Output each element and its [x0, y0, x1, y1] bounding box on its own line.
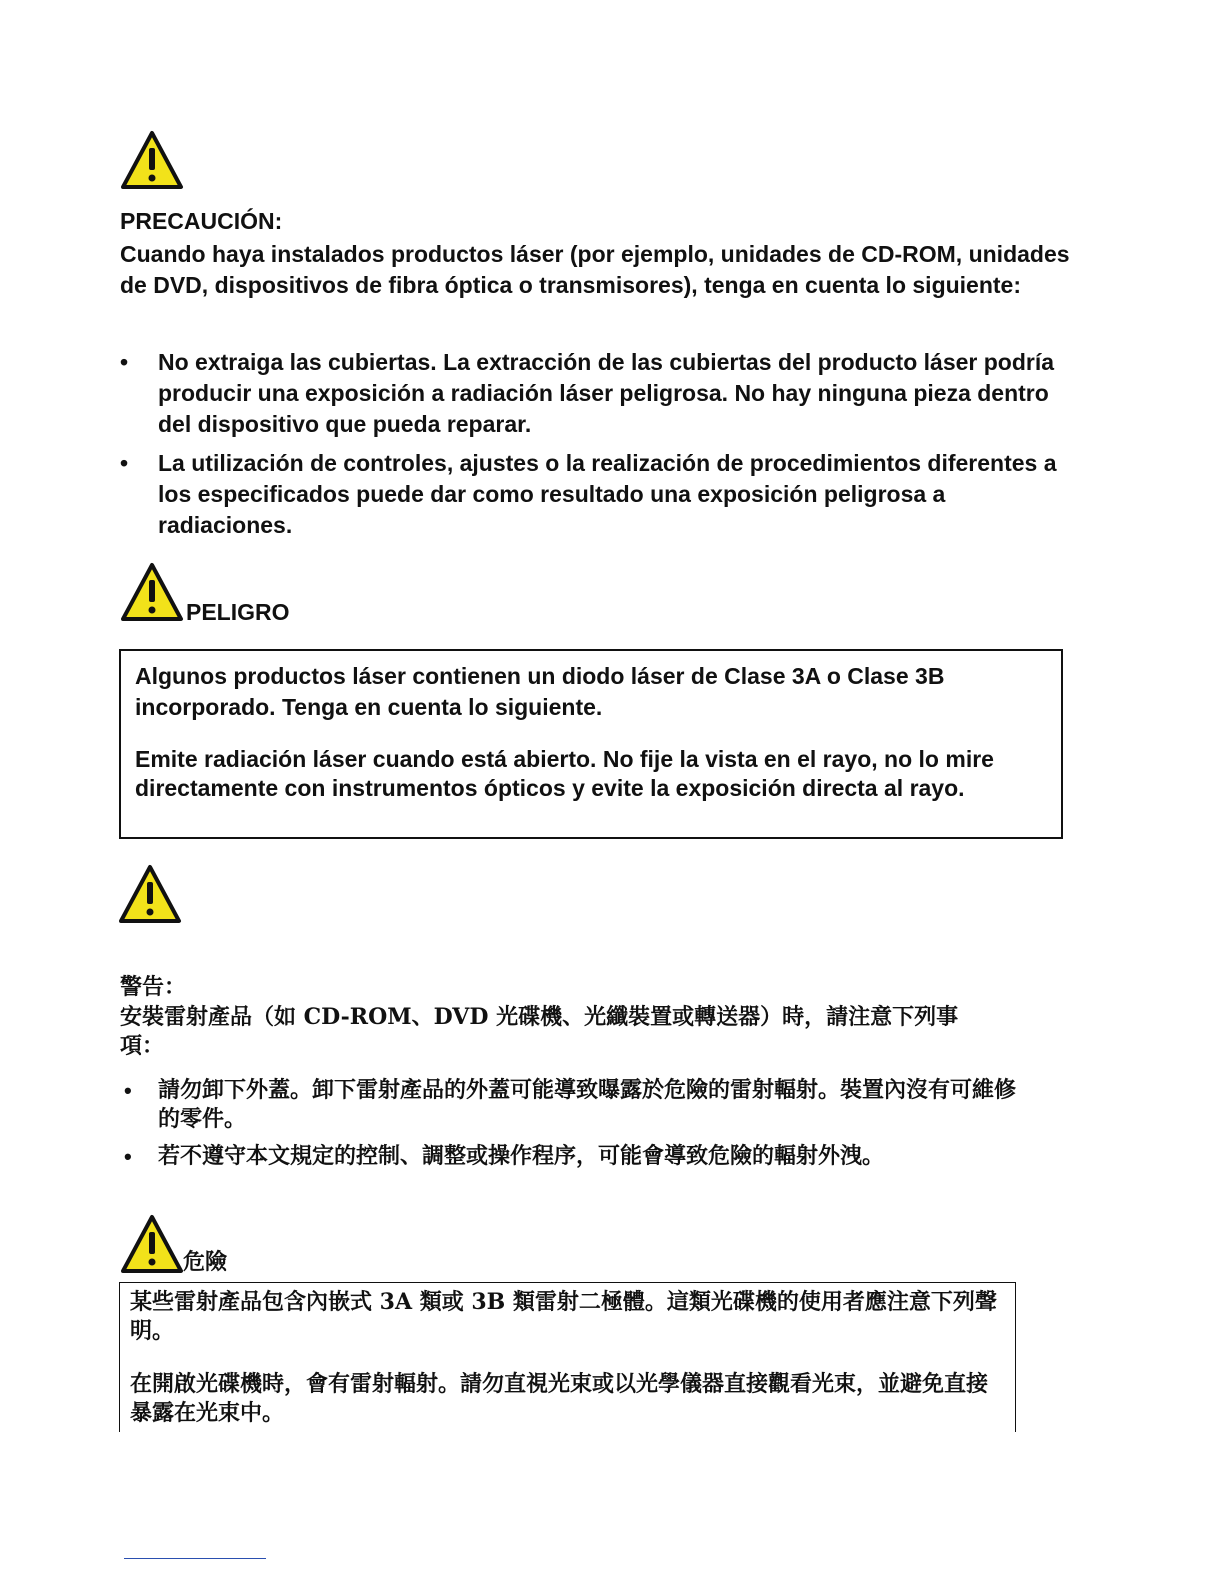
warning-icon: [120, 130, 184, 190]
warning-icon: [118, 864, 182, 924]
list-item: • No extraiga las cubiertas. La extracción de las cubiertas del producto láser podría producir una exposición a radiación láser peligrosa. No hay ninguna pieza dentro del dispositivo que pueda reparar.: [120, 347, 1060, 440]
caution-zh-intro: 安裝雷射產品（如 CD-ROM、DVD 光碟機、光纖裝置或轉送器）時，請注意下列事項：: [120, 1004, 959, 1059]
caution-intro: Cuando haya instalados productos láser (por ejemplo, unidades de CD-ROM, unidades de DVD, dispositivos de fibra óptica o transmisores), tenga en cuenta lo siguiente:: [120, 241, 1070, 298]
danger-zh-title: 危險: [183, 1249, 228, 1275]
list-item: • La utilización de controles, ajustes o la realización de procedimientos diferentes a los especificados puede dar como resultado una exposición peligrosa a radiaciones.: [120, 448, 1060, 541]
caution-zh-title: 警告：: [120, 974, 187, 1000]
footer-rule: [124, 1558, 266, 1559]
danger-zh-box: [119, 1282, 1016, 1432]
danger-zh-paragraph-2: 在開啟光碟機時，會有雷射輻射。請勿直視光束或以光學儀器直接觀看光束，並避免直接暴露在光束中。: [130, 1371, 989, 1426]
danger-title: PELIGRO: [186, 599, 290, 625]
warning-icon: [120, 562, 184, 622]
danger-box: [119, 649, 1063, 839]
danger-zh-paragraph-1: 某些雷射產品包含內嵌式 3A 類或 3B 類雷射二極體。這類光碟機的使用者應注意下列聲明。: [130, 1289, 997, 1344]
danger-paragraph-2: Emite radiación láser cuando está abierto. No fije la vista en el rayo, no lo mire directamente con instrumentos ópticos y evite la exposición directa al rayo.: [135, 746, 994, 801]
list-item: • 請勿卸下外蓋。卸下雷射產品的外蓋可能導致曝露於危險的雷射輻射。裝置內沒有可維修的零件。: [120, 1076, 1020, 1134]
list-item: • 若不遵守本文規定的控制、調整或操作程序，可能會導致危險的輻射外洩。: [120, 1142, 1020, 1171]
caution-zh-bullet-list: [120, 1076, 1020, 1171]
caution-title: PRECAUCIÓN:: [120, 208, 283, 234]
warning-icon: [120, 1214, 184, 1274]
caution-bullet-list: [120, 347, 1060, 541]
danger-paragraph-1: Algunos productos láser contienen un diodo láser de Clase 3A o Clase 3B incorporado. Tenga en cuenta lo siguiente.: [135, 663, 945, 720]
